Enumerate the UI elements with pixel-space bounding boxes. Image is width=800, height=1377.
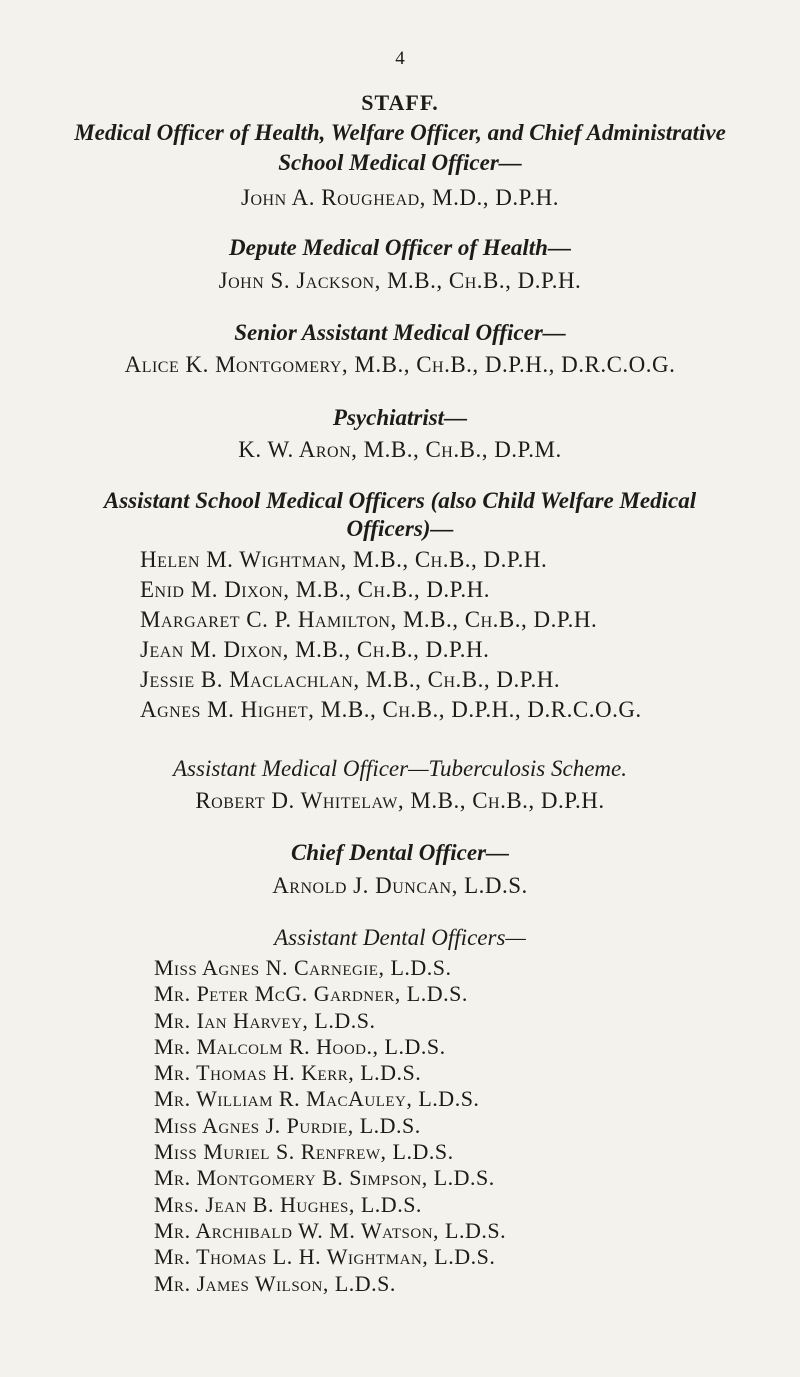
person-chief-dental: Arnold J. Duncan, L.D.S.	[272, 873, 528, 898]
person-moh: John A. Roughead, M.D., D.P.H.	[241, 185, 559, 210]
list-item: Jessie B. Maclachlan, M.B., Ch.B., D.P.H.	[140, 667, 561, 692]
list-item: Enid M. Dixon, M.B., Ch.B., D.P.H.	[140, 577, 491, 602]
list-item: Margaret C. P. Hamilton, M.B., Ch.B., D.P.H.	[140, 607, 598, 632]
role-senior: Senior Assistant Medical Officer—	[234, 320, 566, 345]
list-item: Mr. Thomas H. Kerr, L.D.S.	[154, 1060, 422, 1086]
person-tb: Robert D. Whitelaw, M.B., Ch.B., D.P.H.	[195, 788, 605, 813]
list-item: Jean M. Dixon, M.B., Ch.B., D.P.H.	[140, 637, 490, 662]
person-psychiatrist: K. W. Aron, M.B., Ch.B., D.P.M.	[238, 437, 562, 462]
role-school-assistants-line1: Assistant School Medical Officers (also Child Welfare Medical	[103, 488, 697, 513]
list-item: Mr. Peter McG. Gardner, L.D.S.	[154, 981, 468, 1007]
list-item: Agnes M. Highet, M.B., Ch.B., D.P.H., D.R.C.O.G.	[140, 697, 642, 722]
page-heading: STAFF.	[361, 90, 439, 115]
role-depute: Depute Medical Officer of Health—	[229, 235, 571, 260]
list-item: Miss Agnes N. Carnegie, L.D.S.	[154, 955, 452, 980]
list-item: Mr. Malcolm R. Hood., L.D.S.	[154, 1033, 446, 1059]
list-item: Mr. James Wilson, L.D.S.	[154, 1270, 396, 1296]
school-assistants-list	[140, 545, 642, 725]
list-item: Mr. Archibald W. M. Watson, L.D.S.	[154, 1217, 507, 1243]
list-item: Helen M. Wightman, M.B., Ch.B., D.P.H.	[140, 547, 548, 572]
list-item: Miss Agnes J. Purdie, L.D.S.	[154, 1112, 421, 1138]
list-item: Mr. William R. MacAuley, L.D.S.	[154, 1086, 480, 1112]
list-item: Mr. Thomas L. H. Wightman, L.D.S.	[154, 1244, 496, 1270]
dental-assistants-list	[154, 955, 506, 1297]
person-senior: Alice K. Montgomery, M.B., Ch.B., D.P.H., D.R.C.O.G.	[124, 352, 676, 377]
role-moh-line1: Medical Officer of Health, Welfare Officer, and Chief Administrative	[74, 120, 726, 145]
role-dental-assistants: Assistant Dental Officers—	[274, 925, 526, 950]
role-psychiatrist: Psychiatrist—	[332, 405, 468, 430]
role-moh-line2: School Medical Officer—	[278, 150, 522, 175]
list-item: Mrs. Jean B. Hughes, L.D.S.	[154, 1191, 422, 1217]
role-school-assistants-line2: Officers)—	[346, 516, 454, 541]
list-item: Mr. Montgomery B. Simpson, L.D.S.	[154, 1165, 495, 1191]
person-depute: John S. Jackson, M.B., Ch.B., D.P.H.	[218, 268, 582, 293]
list-item: Miss Muriel S. Renfrew, L.D.S.	[154, 1139, 454, 1165]
role-chief-dental: Chief Dental Officer—	[290, 840, 510, 865]
page-number: 4	[395, 48, 405, 69]
role-tb: Assistant Medical Officer—Tuberculosis Scheme.	[173, 756, 627, 781]
list-item: Mr. Ian Harvey, L.D.S.	[154, 1007, 376, 1033]
